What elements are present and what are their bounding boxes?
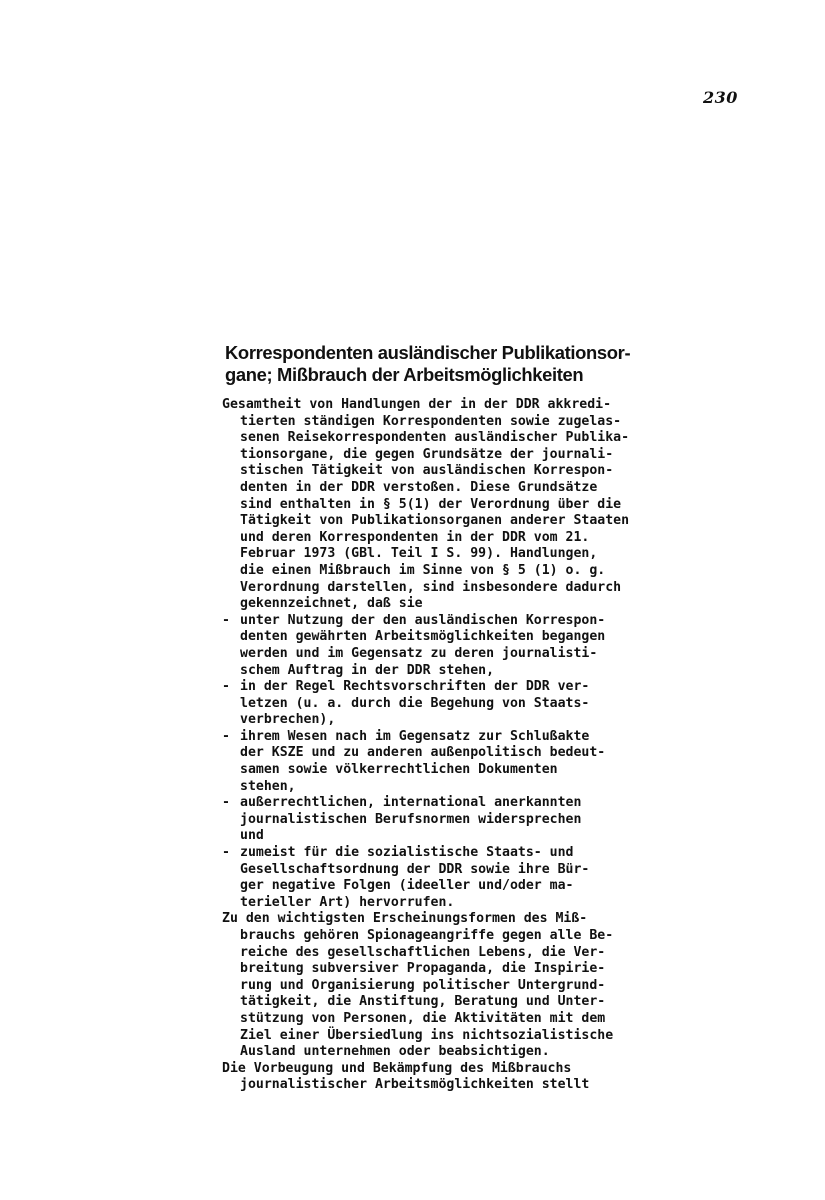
list-marker: - [222,612,230,628]
text-line: Verordnung darstellen, sind insbesondere dadurch [240,579,622,595]
text-line: letzen (u. a. durch die Begehung von Staats- [240,695,590,711]
text-line: gekennzeichnet, daß sie [240,596,423,612]
intro-paragraph [222,397,662,613]
text-line: die einen Mißbrauch im Sinne von § 5 (1) o. g. [240,562,606,578]
text-line: stischen Tätigkeit von ausländischen Korrespon- [240,463,614,479]
text-line: außerrechtlichen, international anerkannten [240,795,582,811]
text-line: terieller Art) hervorrufen. [240,894,455,910]
list-marker: - [222,679,230,695]
list-item-first-line [222,845,662,862]
text-line: denten gewährten Arbeitsmöglichkeiten begangen [240,629,606,645]
text-line: stützung von Personen, die Aktivitäten mit dem [240,1010,606,1026]
list-item [222,679,662,729]
text-line: breitung subversiver Propaganda, die Inspirie- [240,961,606,977]
list-item [222,795,662,845]
text-line: tierten ständigen Korrespondenten sowie zugelas- [240,413,622,429]
list-marker: - [222,728,230,744]
text-line: journalistischen Berufsnormen widersprechen [240,811,582,827]
text-line: Februar 1973 (GBl. Teil I S. 99). Handlungen, [240,546,598,562]
article-body [222,397,662,1094]
text-line: denten in der DDR verstoßen. Diese Grundsätze [240,479,598,495]
text-line: Zu den wichtigsten Erscheinungsformen des Miß- [222,911,588,927]
text-line: Die Vorbeugung und Bekämpfung des Mißbrauchs [222,1060,572,1076]
text-line: brauchs gehören Spionageangriffe gegen alle Be- [240,928,614,943]
text-line: zumeist für die sozialistische Staats- und [240,845,574,861]
list-item [222,729,662,795]
text-line: werden und im Gegensatz zu deren journalisti- [240,645,598,661]
list-item-first-line [222,795,662,812]
heading-line: Korrespondenten ausländischer Publikationsor- [225,342,631,363]
article [222,342,662,1094]
heading-line: gane; Mißbrauch der Arbeitsmöglichkeiten [225,364,584,385]
text-line: Gesamtheit von Handlungen der in der DDR akkredi- [222,397,612,412]
paragraph-forms-of-abuse [222,911,662,1060]
text-line: und deren Korrespondenten in der DDR vom 21. [240,529,590,545]
text-line: der KSZE und zu anderen außenpolitisch bedeut- [240,745,606,761]
list-item [222,613,662,679]
text-line: unter Nutzung der den ausländischen Korrespon- [240,612,606,628]
text-line: Gesellschaftsordnung der DDR sowie ihre Bür- [240,861,590,877]
text-line: ihrem Wesen nach im Gegensatz zur Schlußakte [240,728,590,744]
article-heading [225,342,662,386]
text-line: senen Reisekorrespondenten ausländischer Publika- [240,430,630,446]
criteria-list [222,613,662,912]
text-line: Tätigkeit von Publikationsorganen anderer Staaten [240,513,630,529]
text-line: rung und Organisierung politischer Untergrund- [240,977,606,993]
text-line: und [240,828,264,844]
text-line: sind enthalten in § 5(1) der Verordnung über die [240,496,622,512]
list-item-first-line [222,613,662,630]
list-marker: - [222,795,230,811]
text-line: in der Regel Rechtsvorschriften der DDR ver- [240,679,590,695]
paragraph-prevention [222,1061,662,1094]
text-line: tätigkeit, die Anstiftung, Beratung und Unter- [240,994,606,1010]
page-number: 230 [703,88,738,107]
list-item-first-line [222,679,662,696]
list-item-first-line [222,729,662,746]
list-item [222,845,662,911]
text-line: Ausland unternehmen oder beabsichtigen. [240,1044,550,1060]
text-line: tionsorgane, die gegen Grundsätze der journali- [240,446,614,462]
text-line: ger negative Folgen (ideeller und/oder ma- [240,878,574,894]
text-line: reiche des gesellschaftlichen Lebens, die Ver- [240,944,606,960]
text-line: verbrechen), [240,712,336,728]
text-line: Ziel einer Übersiedlung ins nichtsozialistische [240,1027,614,1043]
list-marker: - [222,845,230,861]
text-line: samen sowie völkerrechtlichen Dokumenten [240,762,558,778]
text-line: stehen, [240,778,296,794]
text-line: schem Auftrag in der DDR stehen, [240,662,495,678]
text-line: journalistischer Arbeitsmöglichkeiten stellt [240,1077,590,1093]
